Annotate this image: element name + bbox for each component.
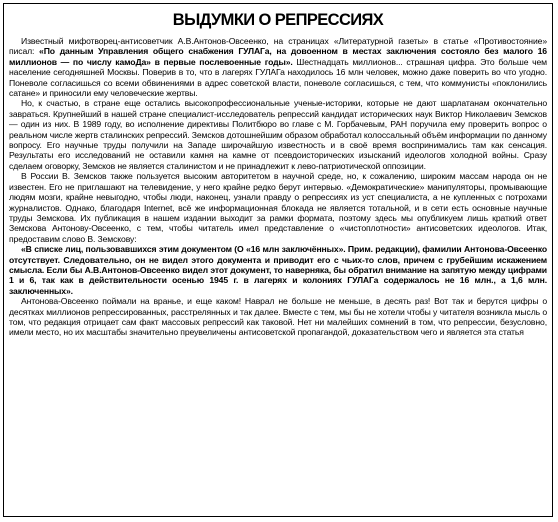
article-title: ВЫДУМКИ О РЕПРЕССИЯХ (172, 11, 384, 29)
article-frame (3, 3, 553, 517)
paragraph-1 (9, 36, 547, 98)
paragraph-5: Антонова-Овсеенко поймали на вранье, и еще каком! Наврал не больше не меньше, в десять раз! Вот так и берутся цифры о десятках миллионов репрессированных, расстрелянных и так далее. Вместе с тем, мы бы не хотели чтобы у читателя возникла мысль о том, что редакция отрицает сам факт массовых репрессий как таковой. Нет ни малейших сомнений в том, что репрессии, безусловно, имели место, но их масштабы значительно преувеличены антисоветской пропагандой, доказательством чего и является эта статья (9, 296, 547, 338)
paragraph-4-quote: «В списке лиц, пользовавшихся этим документом (О «16 млн заключённых». Прим. редакции), фамилии Антонова-Овсеенко отсутствует. Следовательно, он не видел этого документа и приводит его с чьих-то слов, причем с грубейшим искажением смысла. Если бы А.В.Антонов-Овсеенко видел этот документ, то наверняка, бы обратил внимание на запятую между цифрами 1 и 6, так как в действительности осенью 1945 г. в лагерях и колониях ГУЛАГа содержалось не 16 млн., а 1,6 млн. заключенных». (9, 244, 547, 296)
paragraph-3: В России В. Земсков также пользуется высоким авторитетом в научной среде, но, к сожалению, широким массам народа он не известен. Его не приглашают на телевидение, у него крайне редко берут интервью. «Демократические» манипуляторы, промывающие людям мозги, крайне невыгодно, чтобы люди, наконец, узнали правду о репрессиях из уст специалиста, а не купленных с потрохами журналистов. Однако, благодаря Internet, всё же информационная блокада не является тотальной, и в сети есть основные научные труды Земскова. Их публикация в нашем издании выходит за рамки формата, поэтому здесь мы опубликуем лишь краткий ответ Земскова Антонову-Овсеенко, с тем, чтобы читатель имел представление о «чистоплотности» антисоветских идеологов. Итак, предоставим слово В. Земскову: (9, 171, 547, 244)
paragraph-2: Но, к счастью, в стране еще остались высокопрофессиональные ученые-историки, которые не дают шарлатанам окончательно завраться. Крупнейший в нашей стране специалист-исследователь репрессий кандидат исторических наук Виктор Николаевич Земсков — один из них. В 1989 году, во исполнение директивы Политбюро во главе с М. Горбачевым, РАН поручила ему проверить вопрос о реальном числе жертв сталинских репрессий. Земсков дотошнейшим образом обработал колоссальный объём информации по данному вопросу. Его научные труды получили на Западе широчайшую известность и в своё время воспринимались там как сенсация. Результаты его исследований не оставили камня на камне от псевдоисторических изысканий идеологов холодной войны. Сразу сделаем оговорку, Земсков не является сталинистом и не принадлежит к лево-патриотической оппозиции. (9, 98, 547, 171)
paragraph-1-lead: Известный мифотворец-антисоветчик А.В.Антонов-Овсеенко, на страницах «Литературной газеты» в статье «Противостояние» писал: (9, 36, 547, 57)
paragraph-1-quote: «По данным Управления общего снабжения ГУЛАГа, на довоенном в местах заключения состояло без малого 16 миллионов — по числу камоДа» в первые послевоенные годы». (9, 46, 547, 67)
paragraph-1-tail: Шестнадцать миллионов... страшная цифра. Это больше чем население сегодняшней Москвы. Поверив в то, что в лагерях ГУЛАГа находилось 16 млн человек, можно даже поверить во что угодно. Поневоле согласишься со всеми обвинениями в адрес советской власти, поневоле согласишься, с тем, что коммунисты «поклонились сатане» и приносили ему человеческие жертвы. (9, 56, 547, 99)
